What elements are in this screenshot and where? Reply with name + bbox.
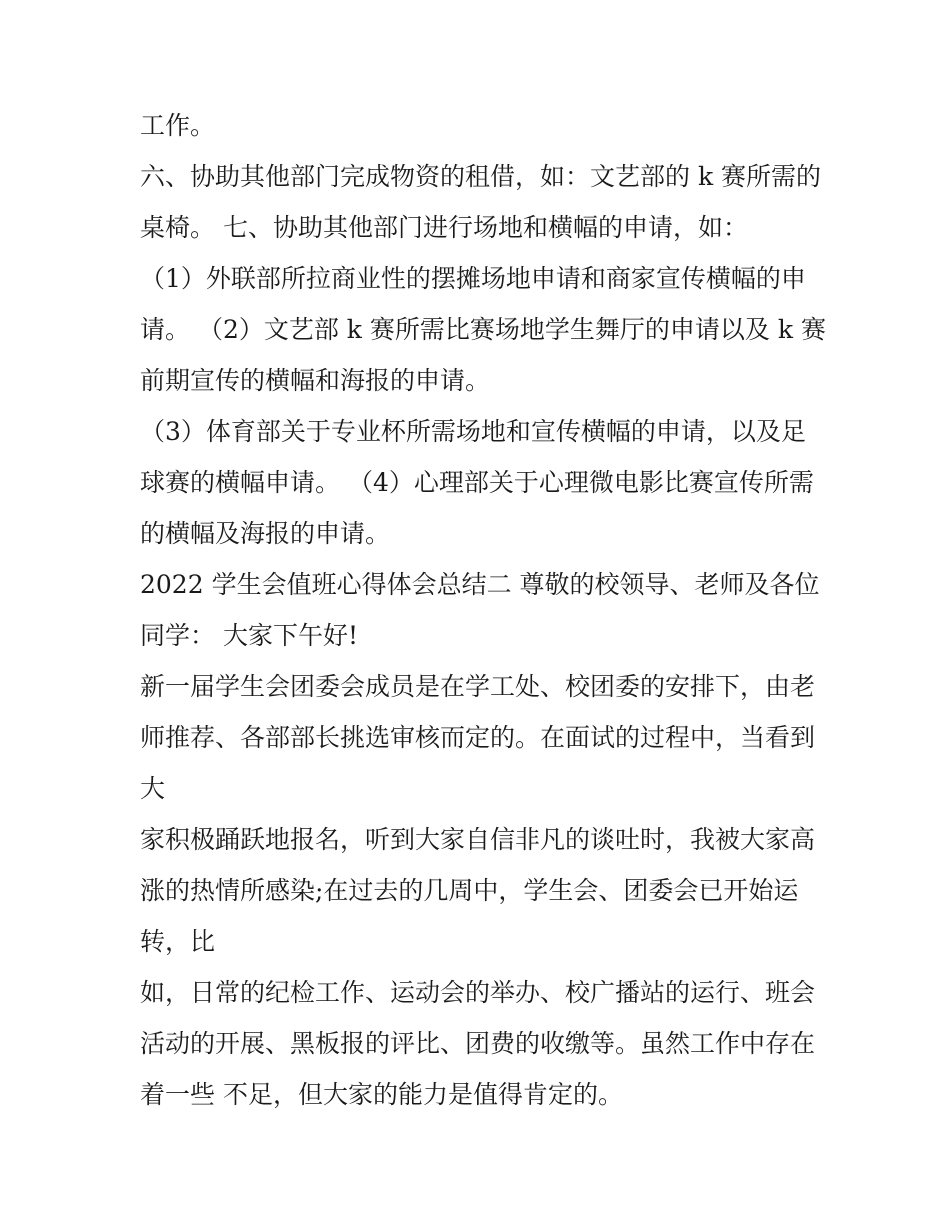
text-line: 着一些 不足，但大家的能力是值得肯定的。	[140, 1080, 623, 1109]
text-line: 大	[140, 774, 166, 803]
text-line: 同学： 大家下午好!	[140, 621, 358, 650]
text-line: 涨的热情所感染;在过去的几周中，学生会、团委会已开始运	[140, 876, 799, 905]
text-line: （1）外联部所拉商业性的摆摊场地申请和商家宣传横幅的申	[140, 264, 806, 293]
text-line: 六、协助其他部门完成物资的租借，如：文艺部的 k 赛所需的	[140, 162, 822, 191]
text-line: 2022 学生会值班心得体会总结二 尊敬的校领导、老师及各位	[140, 570, 820, 599]
text-line: 前期宣传的横幅和海报的申请。	[140, 366, 491, 395]
text-line: 师推荐、各部部长挑选审核而定的。在面试的过程中，当看到	[140, 723, 816, 752]
text-line: 转，比	[140, 927, 216, 956]
text-line: 活动的开展、黑板报的评比、团费的收缴等。虽然工作中存在	[140, 1029, 816, 1058]
text-line: 工作。	[140, 111, 216, 140]
text-line: （3）体育部关于专业杯所需场地和宣传横幅的申请，以及足	[140, 417, 806, 446]
text-line: 新一届学生会团委会成员是在学工处、校团委的安排下，由老	[140, 672, 816, 701]
text-line: 请。 （2）文艺部 k 赛所需比赛场地学生舞厅的申请以及 k 赛	[140, 315, 826, 344]
text-line: 球赛的横幅申请。 （4）心理部关于心理微电影比赛宣传所需	[140, 468, 814, 497]
text-line: 家积极踊跃地报名，听到大家自信非凡的谈吐时，我被大家高	[140, 825, 816, 854]
text-line: 的横幅及海报的申请。	[140, 519, 391, 548]
text-line: 桌椅。 七、协助其他部门进行场地和横幅的申请，如：	[140, 213, 748, 242]
text-line: 如，日常的纪检工作、运动会的举办、校广播站的运行、班会	[140, 978, 816, 1007]
document-body	[140, 100, 826, 1120]
